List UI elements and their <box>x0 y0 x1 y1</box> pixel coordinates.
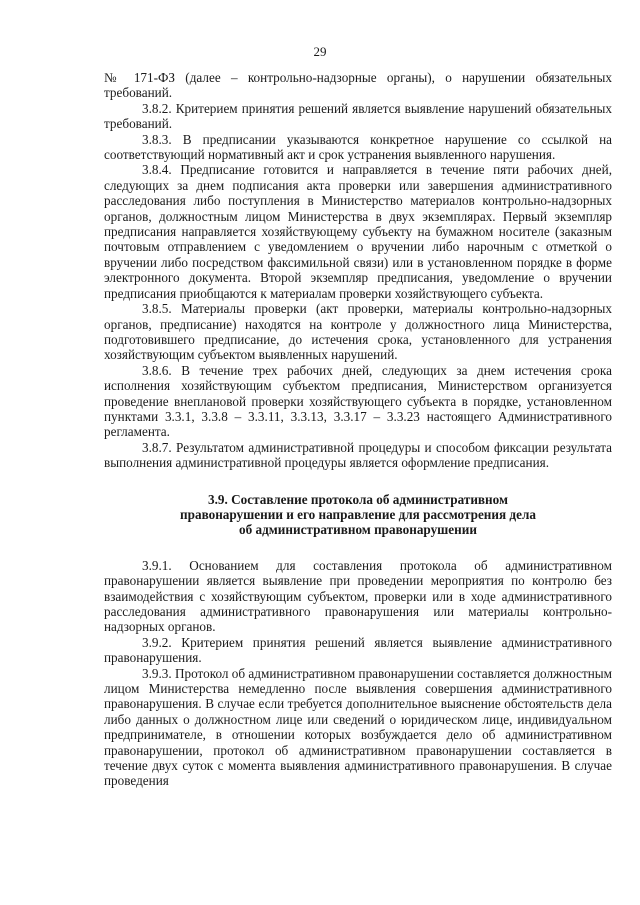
paragraph-3-8-2: 3.8.2. Критерием принятия решений является выявление нарушений обязательных требований. <box>104 100 612 132</box>
paragraph-3-8-5: 3.8.5. Материалы проверки (акт проверки, материалы контрольно-надзорных органов, предписание) находятся на контроле у должностного лица Министерства, подготовившего предписание, до истечения срока, установленного для устранения хозяйствующим субъектом выявленных нарушений. <box>104 301 612 363</box>
paragraph-3-8-4: 3.8.4. Предписание готовится и направляется в течение пяти рабочих дней, следующих за днем подписания акта проверки или завершения административного расследования либо поступления в Министерство материалов контрольно-надзорных органов, должностным лицом Министерства в двух экземплярах. Первый экземпляр предписания направляется хозяйствующему субъекту на бумажном носителе (заказным почтовым отправлением с уведомлением о вручении либо нарочным с отметкой о вручении либо посредством факсимильной связи) или в установленном порядке в форме электронного документа. Второй экземпляр предписания, уведомление о вручении предписания приобщаются к материалам проверки хозяйствующего субъекта. <box>104 162 612 301</box>
section-heading-3-9 <box>104 492 612 538</box>
paragraph-3-8-6: 3.8.6. В течение трех рабочих дней, следующих за днем истечения срока исполнения хозяйствующим субъектом предписания, Министерством организуется проведение внеплановой проверки хозяйствующего субъекта в порядке, установленном пунктами 3.3.1, 3.3.8 – 3.3.11, 3.3.13, 3.3.17 – 3.3.23 настоящего Административного регламента. <box>104 362 612 440</box>
paragraph-3-9-1: 3.9.1. Основанием для составления протокола об административном правонарушении является выявление при проведении мероприятия по контролю без взаимодействия с хозяйствующим субъектом, проверки или в ходе административного расследования административного правонарушения или материалы контрольно-надзорных органов. <box>104 557 612 635</box>
paragraph-3-8-7: 3.8.7. Результатом административной процедуры и способом фиксации результата выполнения административной процедуры является оформление предписания. <box>104 439 612 471</box>
heading-line: 3.9. Составление протокола об административном <box>208 491 508 507</box>
heading-line: об административном правонарушении <box>239 522 477 538</box>
paragraph-3-9-3: 3.9.3. Протокол об административном правонарушении составляется должностным лицом Министерства немедленно после выявления совершения административного правонарушения. В случае если требуется дополнительное выяснение обстоятельств дела либо данных о должностном лице или сведений о юридическом лице, индивидуальном предпринимателе, в отношении которых возбуждается дело об административном правонарушении, протокол об административном правонарушении составляется в течение двух суток с момента выявления административного правонарушения. В случае проведения <box>104 665 612 789</box>
heading-line: правонарушении и его направление для рассмотрения дела <box>180 506 536 522</box>
paragraph-3-8-3: 3.8.3. В предписании указываются конкретное нарушение со ссылкой на соответствующий нормативный акт и срок устранения выявленного нарушения. <box>104 131 612 163</box>
paragraph-continuation: № 171-ФЗ (далее – контрольно-надзорные органы), о нарушении обязательных требований. <box>104 70 612 101</box>
paragraph-3-9-2: 3.9.2. Критерием принятия решений является выявление административного правонарушения. <box>104 634 612 666</box>
page-number: 29 <box>313 44 327 59</box>
document-body <box>104 70 612 789</box>
